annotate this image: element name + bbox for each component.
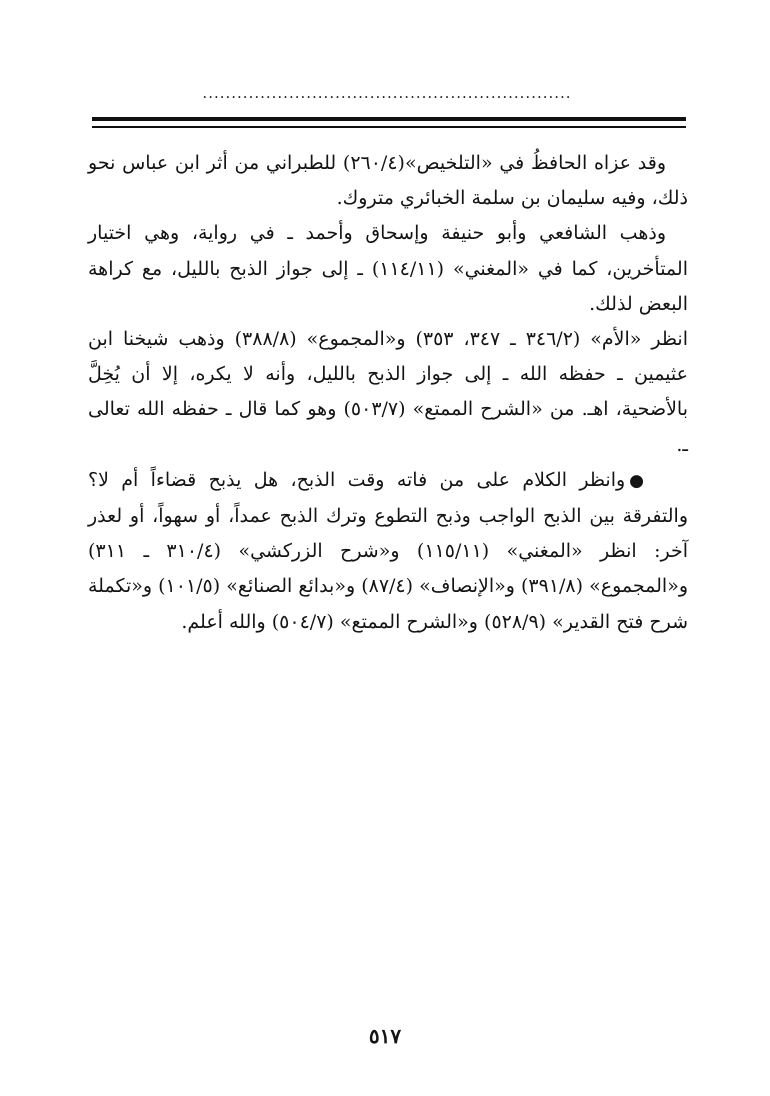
paragraph-qada-text: وانظر الكلام على من فاته وقت الذبح، هل يذبح قضاءاً أم لا؟ والتفرقة بين الذبح الواجب وذبح التطوع وترك الذبح عمداً، أو سهواً، أو لعذر آخر: انظر «المغني» (١١٥/١١) و«شرح الزركشي» (٣١٠/٤ ـ ٣١١) و«المجموع» (٣٩١/٨) و«الإنصاف» (٨٧/٤) و«بدائع الصنائع» (١٠١/٥) و«تكملة شرح فتح القدير» (٥٢٨/٩) و«الشرح الممتع» (٥٠٤/٧) والله أعلم. — [88, 468, 688, 633]
paragraph-references: انظر «الأم» (٣٤٦/٢ ـ ٣٤٧، ٣٥٣) و«المجموع» (٣٨٨/٨) وذهب شيخنا ابن عثيمين ـ حفظه الله ـ إلى جواز الذبح بالليل، وأنه لا يكره، إلا أن يُخِلَّ بالأضحية، اهـ. من «الشرح الممتع» (٥٠٣/٧) وهو كما قال ـ حفظه الله تعالى ـ. — [88, 328, 688, 456]
header-rule-thin — [92, 126, 686, 128]
header-dotted-line: ................................................................ — [202, 86, 572, 100]
paragraph-madhahib: وذهب الشافعي وأبو حنيفة وإسحاق وأحمد ـ في رواية، وهي اختيار المتأخرين، كما في «المغني» (١١٤/١١) ـ إلى جواز الذبح بالليل، مع كراهة البعض لذلك. — [88, 222, 688, 315]
paragraph-talkhis: وقد عزاه الحافظُ في «التلخيص»(٢٦٠/٤) للطبراني من أثر ابن عباس نحو ذلك، وفيه سليمان بن سلمة الخبائري متروك. — [88, 152, 688, 210]
paragraph-qada — [88, 463, 688, 640]
bullet-icon: ● — [629, 470, 644, 491]
page-number: ٥١٧ — [368, 1024, 402, 1048]
page-body — [88, 146, 688, 640]
header-rule-thick — [92, 117, 686, 121]
